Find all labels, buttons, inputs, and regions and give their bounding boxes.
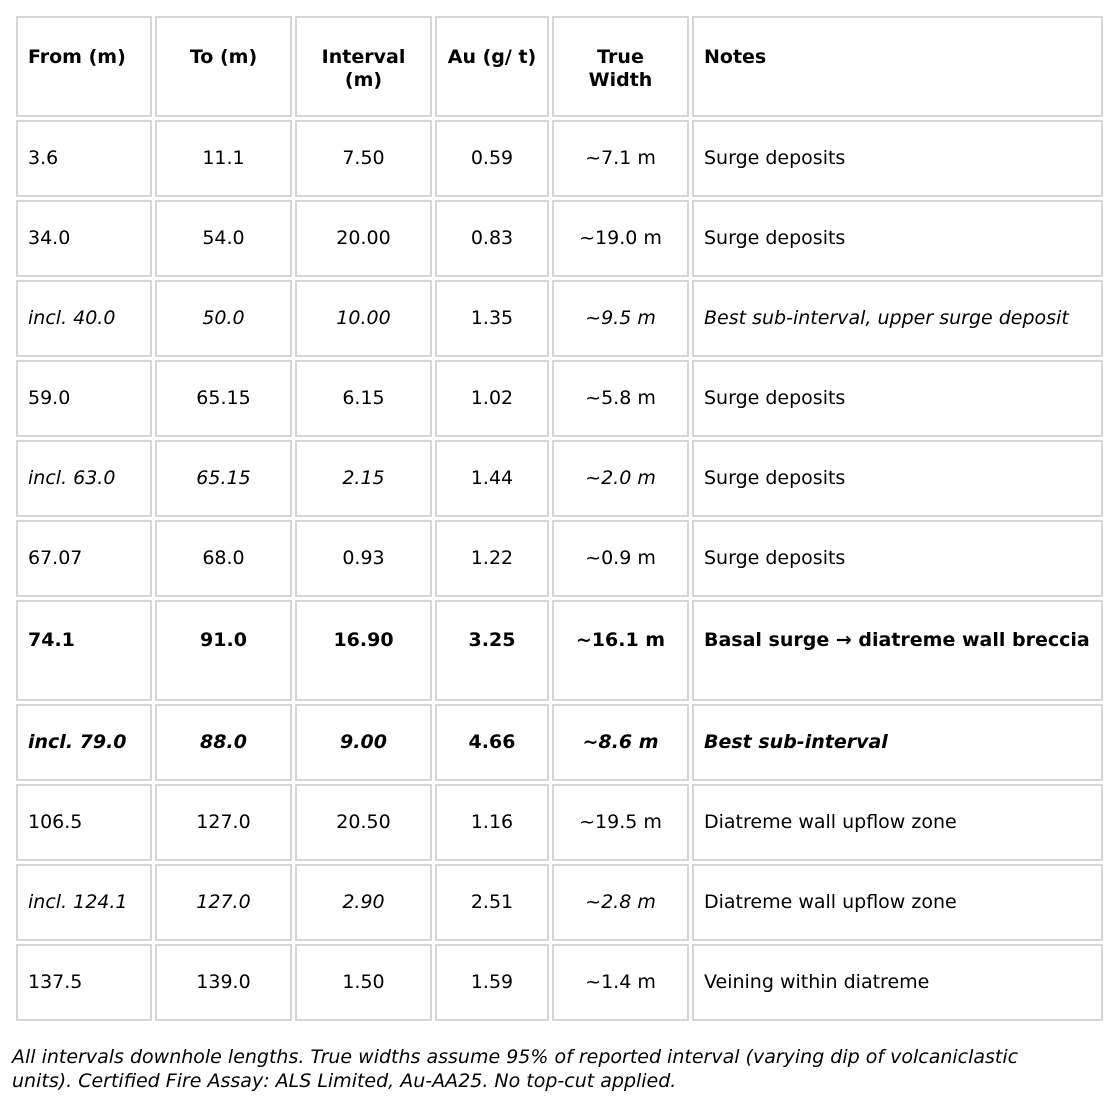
table-header-row <box>16 16 1103 117</box>
cell-from: 137.5 <box>16 944 152 1021</box>
cell-from: incl. 63.0 <box>16 440 152 517</box>
cell-to: 65.15 <box>155 360 292 437</box>
cell-au: 2.51 <box>435 864 549 941</box>
cell-interval: 2.15 <box>295 440 432 517</box>
cell-true-width: ~16.1 m <box>552 600 689 701</box>
table-row <box>16 600 1103 701</box>
cell-notes: Basal surge → diatreme wall breccia <box>692 600 1103 701</box>
cell-to: 91.0 <box>155 600 292 701</box>
cell-from: 74.1 <box>16 600 152 701</box>
table-row <box>16 440 1103 517</box>
cell-true-width: ~8.6 m <box>552 704 689 781</box>
cell-to: 65.15 <box>155 440 292 517</box>
cell-from: incl. 124.1 <box>16 864 152 941</box>
cell-interval: 1.50 <box>295 944 432 1021</box>
cell-au: 1.35 <box>435 280 549 357</box>
cell-true-width: ~0.9 m <box>552 520 689 597</box>
cell-true-width: ~2.8 m <box>552 864 689 941</box>
cell-notes: Best sub-interval <box>692 704 1103 781</box>
cell-interval: 2.90 <box>295 864 432 941</box>
header-au: Au (g/ t) <box>435 16 549 117</box>
cell-from: incl. 40.0 <box>16 280 152 357</box>
cell-interval: 6.15 <box>295 360 432 437</box>
header-notes: Notes <box>692 16 1103 117</box>
cell-interval: 0.93 <box>295 520 432 597</box>
cell-interval: 16.90 <box>295 600 432 701</box>
cell-au: 1.02 <box>435 360 549 437</box>
header-from: From (m) <box>16 16 152 117</box>
table-row <box>16 784 1103 861</box>
cell-true-width: ~5.8 m <box>552 360 689 437</box>
cell-notes: Surge deposits <box>692 520 1103 597</box>
header-to: To (m) <box>155 16 292 117</box>
cell-notes: Surge deposits <box>692 360 1103 437</box>
cell-interval: 7.50 <box>295 120 432 197</box>
cell-from: 59.0 <box>16 360 152 437</box>
table-row <box>16 280 1103 357</box>
table-row <box>16 200 1103 277</box>
cell-from: 67.07 <box>16 520 152 597</box>
cell-to: 139.0 <box>155 944 292 1021</box>
cell-au: 1.59 <box>435 944 549 1021</box>
cell-interval: 20.50 <box>295 784 432 861</box>
cell-true-width: ~9.5 m <box>552 280 689 357</box>
assay-results-table <box>13 13 1106 1024</box>
cell-true-width: ~7.1 m <box>552 120 689 197</box>
table-row <box>16 704 1103 781</box>
cell-from: incl. 79.0 <box>16 704 152 781</box>
table-row <box>16 944 1103 1021</box>
cell-to: 54.0 <box>155 200 292 277</box>
cell-true-width: ~19.5 m <box>552 784 689 861</box>
cell-to: 68.0 <box>155 520 292 597</box>
table-row <box>16 120 1103 197</box>
cell-notes: Best sub-interval, upper surge deposit <box>692 280 1103 357</box>
header-interval: Interval (m) <box>295 16 432 117</box>
cell-true-width: ~19.0 m <box>552 200 689 277</box>
cell-au: 4.66 <box>435 704 549 781</box>
header-true-width: True Width <box>552 16 689 117</box>
cell-true-width: ~2.0 m <box>552 440 689 517</box>
cell-interval: 20.00 <box>295 200 432 277</box>
table-row <box>16 520 1103 597</box>
cell-to: 50.0 <box>155 280 292 357</box>
cell-true-width: ~1.4 m <box>552 944 689 1021</box>
cell-from: 34.0 <box>16 200 152 277</box>
table-row <box>16 360 1103 437</box>
cell-au: 0.59 <box>435 120 549 197</box>
table-row <box>16 864 1103 941</box>
cell-from: 3.6 <box>16 120 152 197</box>
table-footnote: All intervals downhole lengths. True widths assume 95% of reported interval (varying dip of volcaniclastic units). Certified Fire Assay: ALS Limited, Au-AA25. No top-cut applied. <box>12 1046 1019 1092</box>
cell-from: 106.5 <box>16 784 152 861</box>
cell-interval: 9.00 <box>295 704 432 781</box>
cell-interval: 10.00 <box>295 280 432 357</box>
cell-to: 11.1 <box>155 120 292 197</box>
cell-au: 3.25 <box>435 600 549 701</box>
cell-notes: Surge deposits <box>692 200 1103 277</box>
cell-notes: Veining within diatreme <box>692 944 1103 1021</box>
cell-notes: Diatreme wall upflow zone <box>692 784 1103 861</box>
cell-au: 1.16 <box>435 784 549 861</box>
cell-au: 0.83 <box>435 200 549 277</box>
cell-notes: Surge deposits <box>692 440 1103 517</box>
cell-to: 127.0 <box>155 864 292 941</box>
cell-to: 127.0 <box>155 784 292 861</box>
cell-to: 88.0 <box>155 704 292 781</box>
cell-au: 1.22 <box>435 520 549 597</box>
cell-au: 1.44 <box>435 440 549 517</box>
cell-notes: Surge deposits <box>692 120 1103 197</box>
cell-notes: Diatreme wall upflow zone <box>692 864 1103 941</box>
